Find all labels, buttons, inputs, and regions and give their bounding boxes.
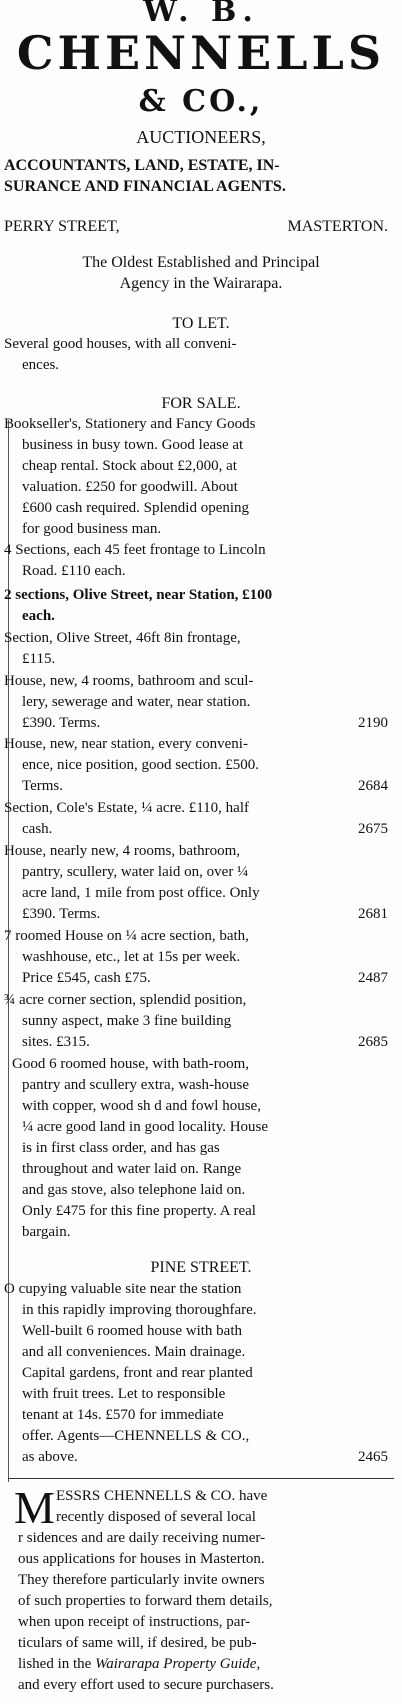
listing-line: Well-built 6 roomed house with bath [22, 1323, 243, 1339]
tagline-line-2: Agency in the Wairarapa. [119, 275, 283, 292]
notice-text: lished in the [18, 1656, 96, 1672]
listing-line: Price £545, cash £75. [22, 970, 151, 986]
listing-line: as above. [22, 1449, 78, 1465]
town-name: MASTERTON. [287, 218, 388, 235]
notice-line-with-title [18, 1656, 260, 1673]
listing-line: cash. [22, 821, 53, 837]
listing-ref-number: 2487 [358, 970, 388, 986]
listing-line: is in first class order, and has gas [22, 1140, 220, 1156]
to-let-line: Several good houses, with all conveni- [4, 336, 237, 352]
listing-ref-number: 2684 [358, 778, 388, 794]
listing-line: House, nearly new, 4 rooms, bathroom, [4, 843, 241, 859]
listing-line: for good business man. [22, 521, 162, 537]
listing-ref-number: 2685 [358, 1034, 388, 1050]
listing-line: washhouse, etc., let at 15s per week. [22, 949, 241, 965]
notice-line: recently disposed of several local [56, 1509, 256, 1525]
listing-line: Only £475 for this fine property. A real [22, 1203, 256, 1219]
listing-ref-number: 2190 [358, 715, 388, 731]
listing-line: Good 6 roomed house, with bath-room, [12, 1056, 250, 1072]
listing-line: and all conveniences. Main drainage. [22, 1344, 246, 1360]
notice-line: ous applications for houses in Masterton. [18, 1551, 265, 1567]
notice-line: of such properties to forward them details, [18, 1593, 273, 1609]
listing-line: bargain. [22, 1224, 71, 1240]
notice-line: They therefore particularly invite owners [18, 1572, 265, 1588]
drop-cap: M [14, 1482, 55, 1533]
listing-line: pantry, scullery, water laid on, over ¼ [22, 864, 249, 880]
street-address: PERRY STREET, [4, 218, 120, 235]
listing-line: 2 sections, Olive Street, near Station, £100 [4, 587, 273, 603]
listing-line: and gas stove, also telephone laid on. [22, 1182, 246, 1198]
listing-line: sunny aspect, make 3 fine building [22, 1013, 232, 1029]
listing-line: 4 Sections, each 45 feet frontage to Lincoln [4, 542, 266, 558]
listing-line: each. [22, 608, 55, 624]
notice-line: r sidences and are daily receiving numer- [18, 1530, 266, 1546]
listing-line: tenant at 14s. £570 for immediate [22, 1407, 224, 1423]
listing-line: throughout and water laid on. Range [22, 1161, 242, 1177]
for-sale-heading: FOR SALE. [161, 395, 241, 412]
listing-line: business in busy town. Good lease at [22, 437, 244, 453]
listing-line: Bookseller's, Stationery and Fancy Goods [4, 416, 256, 432]
pine-street-heading: PINE STREET. [150, 1259, 252, 1276]
listing-ref-number: 2681 [358, 906, 388, 922]
agents-line-2: SURANCE AND FINANCIAL AGENTS. [4, 178, 286, 195]
section-divider [8, 1478, 394, 1479]
to-let-line: ences. [22, 357, 60, 373]
listing-line: with fruit trees. Let to responsible [22, 1386, 226, 1402]
listing-line: offer. Agents—CHENNELLS & CO., [22, 1428, 250, 1444]
listing-line: House, new, 4 rooms, bathroom and scul- [4, 673, 254, 689]
listing-line: lery, sewerage and water, near station. [22, 694, 251, 710]
listing-line: House, new, near station, every conveni- [4, 736, 248, 752]
listing-line: ¼ acre good land in good locality. House [22, 1119, 269, 1135]
listing-line: sites. £315. [22, 1034, 90, 1050]
listing-line: £115. [22, 651, 56, 667]
agents-line-1: ACCOUNTANTS, LAND, ESTATE, IN- [4, 157, 280, 174]
listing-line: Capital gardens, front and rear planted [22, 1365, 253, 1381]
firm-role: AUCTIONEERS, [136, 127, 266, 147]
notice-line: ticulars of same will, if desired, be pub- [18, 1635, 257, 1651]
listing-line: ¾ acre corner section, splendid position, [4, 992, 247, 1008]
notice-line: when upon receipt of instructions, par- [18, 1614, 251, 1630]
tagline-line-1: The Oldest Established and Principal [82, 254, 320, 271]
listing-line: acre land, 1 mile from post office. Only [22, 885, 260, 901]
to-let-heading: TO LET. [172, 315, 230, 332]
listing-line: £390. Terms. [22, 906, 101, 922]
listing-line: £600 cash required. Splendid opening [22, 500, 250, 516]
listing-line: ence, nice position, good section. £500. [22, 757, 260, 773]
publication-title: Wairarapa Property Guide, [95, 1656, 261, 1672]
listing-line: Terms. [22, 778, 64, 794]
notice-line: and every effort used to secure purchasers. [18, 1677, 274, 1693]
notice-line: ESSRS CHENNELLS & CO. have [56, 1488, 268, 1504]
column-rule [8, 420, 9, 1482]
listing-line: Section, Olive Street, 46ft 8in frontage, [4, 630, 241, 646]
listing-line: 7 roomed House on ¼ acre section, bath, [4, 928, 249, 944]
listing-ref-number: 2465 [358, 1449, 388, 1465]
listing-line: £390. Terms. [22, 715, 101, 731]
listing-ref-number: 2675 [358, 821, 388, 837]
listing-line: cheap rental. Stock about £2,000, at [22, 458, 237, 474]
listing-line: O cupying valuable site near the station [4, 1281, 242, 1297]
firm-initials: W. B. [143, 0, 259, 29]
firm-co: & CO., [138, 84, 264, 119]
listing-line: in this rapidly improving thoroughfare. [22, 1302, 257, 1318]
listing-line: with copper, wood sh d and fowl house, [22, 1098, 261, 1114]
listing-line: Road. £110 each. [22, 563, 126, 579]
listing-line: Section, Cole's Estate, ¼ acre. £110, half [4, 800, 249, 816]
listing-line: valuation. £250 for goodwill. About [22, 479, 238, 495]
firm-name: CHENNELLS [16, 26, 386, 80]
listing-line: pantry and scullery extra, wash-house [22, 1077, 250, 1093]
